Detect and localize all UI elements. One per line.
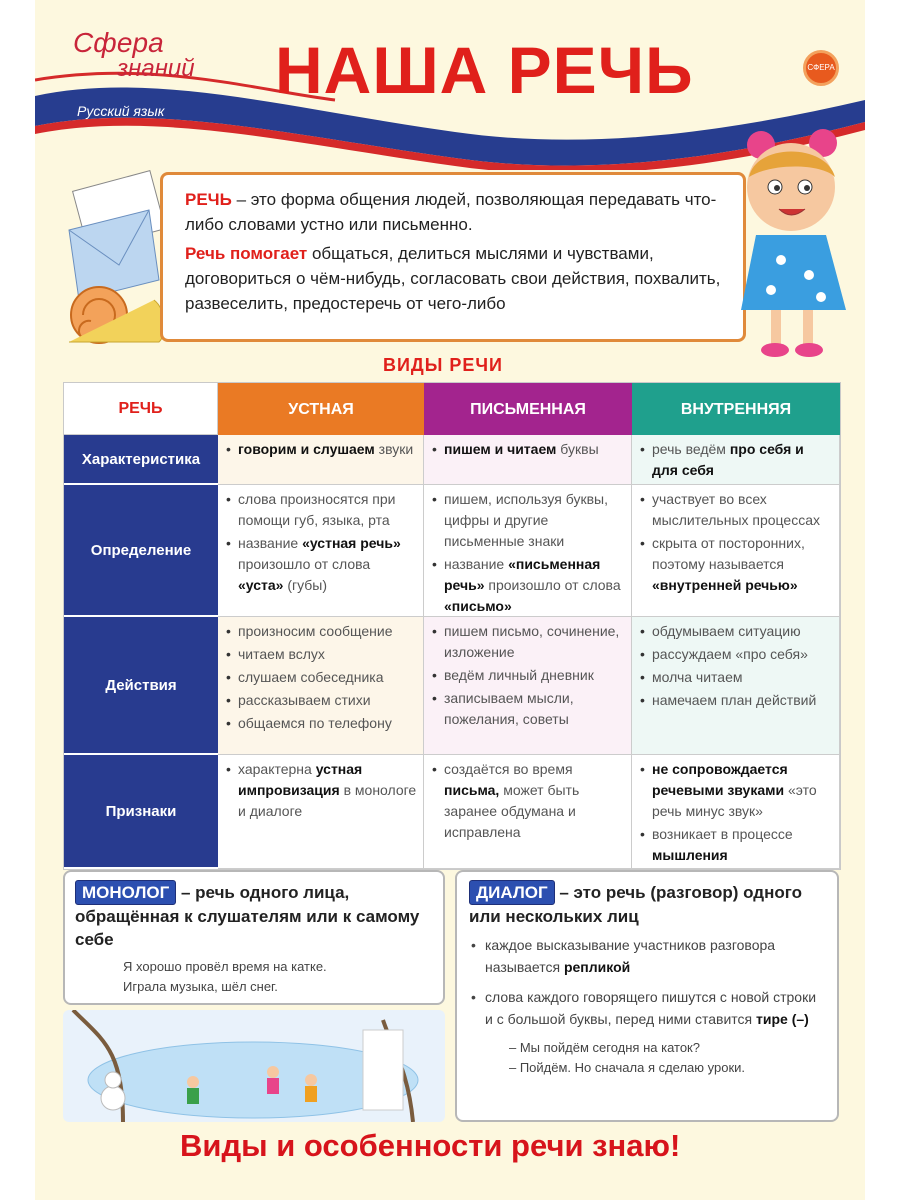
intro-box <box>160 172 746 342</box>
cell-written-characteristic <box>424 435 632 485</box>
cell-written-features <box>424 755 632 869</box>
skating-rink-illustration <box>63 1010 445 1122</box>
cell-inner-features <box>632 755 840 869</box>
list-item: • записываем мысли, пожелания, советы <box>432 688 625 730</box>
cell-inner-characteristic <box>632 435 840 485</box>
logo-text-2: знаний <box>117 55 195 82</box>
section-title: ВИДЫ РЕЧИ <box>383 355 503 375</box>
page-title: НАША РЕЧЬ <box>275 33 694 107</box>
monolog-tag: МОНОЛОГ <box>75 880 176 905</box>
list-item: • обдумываем ситуацию <box>640 621 833 642</box>
list-item: • не сопровождается речевыми звуками «это речь минус звук» <box>640 759 833 822</box>
dialog-lead: ДИАЛОГ – это речь (разговор) одного или нескольких лиц <box>469 880 825 928</box>
list-item: • название «письменная речь» произошло от слова «письмо» <box>432 554 625 617</box>
monolog-example: Я хорошо провёл время на катке. Играла музыка, шёл снег. <box>123 959 327 994</box>
intro-definition: РЕЧЬ – это форма общения людей, позволяющая передавать что-либо словами устно или письменно. <box>185 190 717 234</box>
cell-inner-definition <box>632 485 840 617</box>
list-item: • намечаем план действий <box>640 690 833 711</box>
list-item: • ведём личный дневник <box>432 665 625 686</box>
list-item: • название «устная речь» произошло от слова «уста» (губы) <box>226 533 417 596</box>
list-item: • произносим сообщение <box>226 621 417 642</box>
column-written: ПИСЬМЕННАЯ <box>424 383 632 435</box>
dialog-tag: ДИАЛОГ <box>469 880 555 905</box>
cell-written-definition <box>424 485 632 617</box>
logo-text: Сфера <box>73 27 164 58</box>
cell-oral-definition <box>218 485 424 617</box>
column-oral: УСТНАЯ <box>218 383 424 435</box>
list-item: • участвует во всех мыслительных процессах <box>640 489 833 531</box>
list-item: • рассказываем стихи <box>226 690 417 711</box>
subject-label: Русский язык <box>77 103 165 119</box>
list-item: • общаемся по телефону <box>226 713 417 734</box>
dialog-box <box>455 870 839 1122</box>
list-item: • характерна устная импровизация в монологе и диалоге <box>226 759 417 822</box>
cell-oral-actions <box>218 617 424 755</box>
cell-inner-actions <box>632 617 840 755</box>
list-item: • слова произносятся при помощи губ, языка, рта <box>226 489 417 531</box>
cell-oral-characteristic <box>218 435 424 485</box>
cell-oral-features <box>218 755 424 869</box>
publisher-seal: СФЕРА <box>803 50 839 86</box>
list-item: • читаем вслух <box>226 644 417 665</box>
speech-types-table <box>63 382 841 870</box>
column-inner: ВНУТРЕННЯЯ <box>632 383 840 435</box>
monolog-text: – речь одного лица, обращённая к слушателям или к самому себе <box>75 883 420 949</box>
list-item: • создаётся во время письма, может быть заранее обдумана и исправлена <box>432 759 625 843</box>
list-item: • слова каждого говорящего пишутся с новой строки и с большой буквы, перед ними ставится тире (–) <box>469 986 825 1030</box>
row-label-actions: Действия <box>64 617 218 755</box>
list-item: • пишем, используя буквы, цифры и другие письменные знаки <box>432 489 625 552</box>
row-label-features: Признаки <box>64 755 218 869</box>
girl-illustration <box>711 125 865 365</box>
list-item: • скрыта от посторонних, поэтому называется «внутренней речью» <box>640 533 833 596</box>
list-item: • рассуждаем «про себя» <box>640 644 833 665</box>
list-item: • каждое высказывание участников разговора называется репликой <box>469 934 825 978</box>
list-item: • молча читаем <box>640 667 833 688</box>
cell-written-actions <box>424 617 632 755</box>
list-item: • пишем письмо, сочинение, изложение <box>432 621 625 663</box>
footer-slogan: Виды и особенности речи знаю! <box>180 1128 681 1163</box>
row-label-definition: Определение <box>64 485 218 617</box>
poster <box>35 0 865 1200</box>
row-label-characteristic: Характеристика <box>64 435 218 485</box>
intro-purpose: Речь помогает общаться, делиться мыслями и чувствами, договориться о чём-нибудь, согласовать свои действия, похвалить, развеселить, предостеречь от чего-либо <box>185 244 721 313</box>
monolog-box <box>63 870 445 1005</box>
list-item: • говорим и слушаем звуки <box>226 439 417 460</box>
table-corner: РЕЧЬ <box>64 383 218 435</box>
list-item: • пишем и читаем буквы <box>432 439 625 460</box>
list-item: • речь ведём про себя и для себя <box>640 439 833 481</box>
list-item: • возникает в процессе мышления <box>640 824 833 866</box>
list-item: • слушаем собеседника <box>226 667 417 688</box>
dialog-example: – Мы пойдём сегодня на каток? – Пойдём. Но сначала я сделаю уроки. <box>509 1040 746 1075</box>
